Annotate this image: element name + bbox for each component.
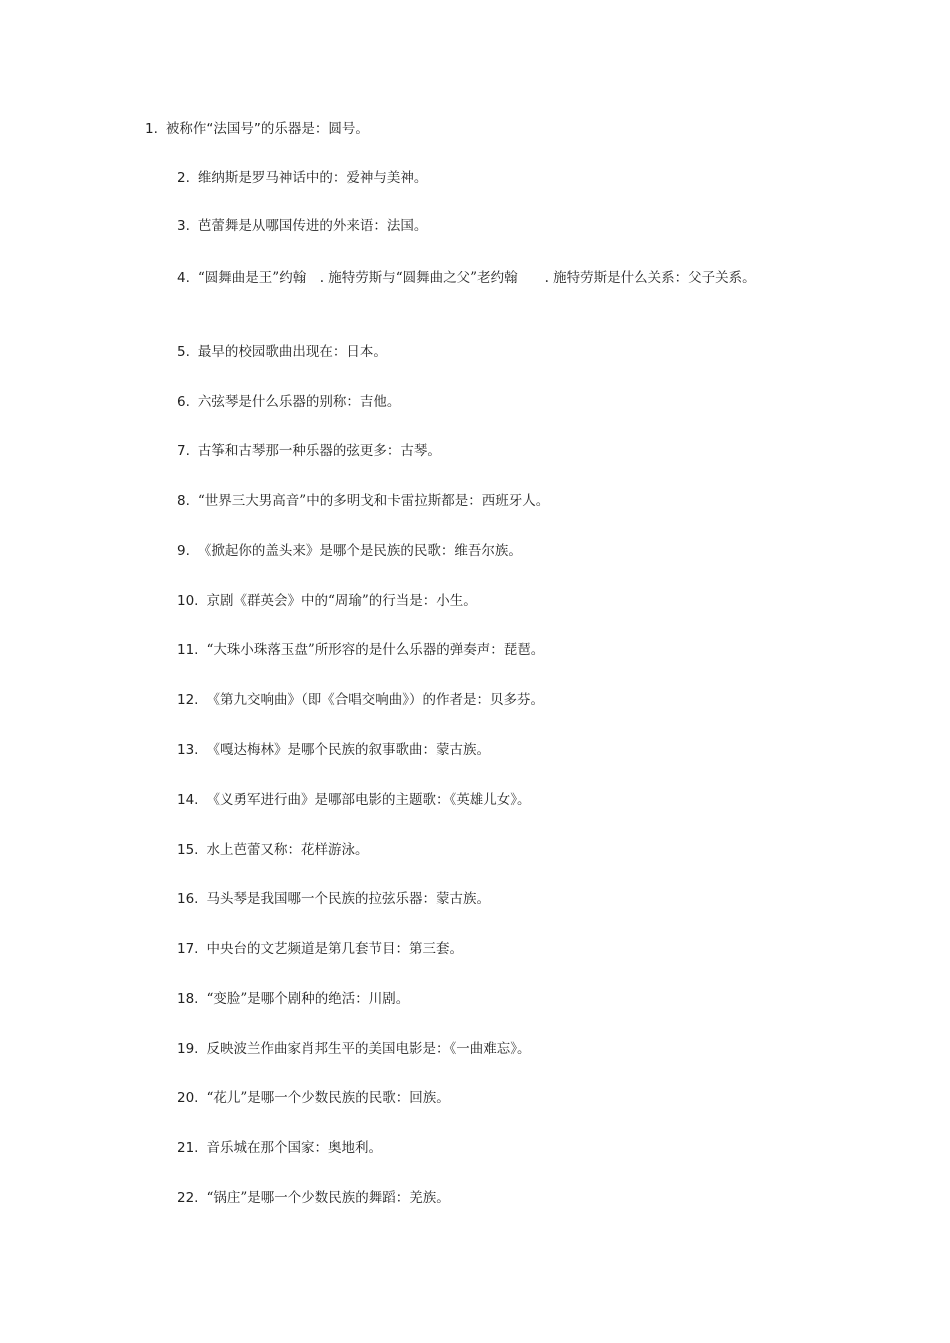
item-number: 13.	[177, 742, 199, 758]
list-item	[145, 837, 760, 864]
item-number: 1.	[145, 121, 158, 137]
list-item	[145, 1036, 760, 1063]
item-text: 音乐城在那个国家：奥地利。	[206, 1140, 382, 1156]
item-text: 中央台的文艺频道是第几套节目：第三套。	[206, 941, 463, 957]
item-number: 17.	[177, 941, 199, 957]
item-text: 古筝和古琴那一种乐器的弦更多：古琴。	[197, 443, 441, 459]
list-item	[145, 886, 760, 913]
item-text: 芭蕾舞是从哪国传进的外来语：法国。	[197, 218, 428, 234]
item-text: “花儿”是哪一个少数民族的民歌：回族。	[206, 1090, 450, 1106]
item-number: 8.	[177, 493, 190, 509]
list-item	[145, 213, 760, 240]
item-number: 5.	[177, 344, 190, 360]
item-text: “锅庄”是哪一个少数民族的舞蹈：羌族。	[206, 1190, 450, 1206]
item-number: 6.	[177, 394, 190, 410]
list-item	[145, 1135, 760, 1162]
item-number: 19.	[177, 1041, 199, 1057]
item-text: 《嘎达梅林》是哪个民族的叙事歌曲：蒙古族。	[206, 742, 490, 758]
list-item	[145, 116, 760, 143]
list-item	[145, 165, 760, 192]
item-number: 20.	[177, 1090, 199, 1106]
list-item	[145, 687, 760, 714]
item-number: 7.	[177, 443, 190, 459]
item-number: 15.	[177, 842, 199, 858]
item-number: 2.	[177, 170, 190, 186]
item-text: “大珠小珠落玉盘”所形容的是什么乐器的弹奏声：琵琶。	[206, 642, 545, 658]
list-item	[145, 438, 760, 465]
item-number: 14.	[177, 792, 199, 808]
list-item	[145, 637, 760, 664]
item-number: 11.	[177, 642, 199, 658]
item-text: 被称作“法国号”的乐器是：圆号。	[165, 121, 369, 137]
item-text: 六弦琴是什么乐器的别称：吉他。	[197, 394, 401, 410]
item-text: “变脸”是哪个剧种的绝活：川剧。	[206, 991, 410, 1007]
item-text: 反映波兰作曲家肖邦生平的美国电影是：《一曲难忘》。	[206, 1041, 531, 1057]
item-number: 21.	[177, 1140, 199, 1156]
list-item	[145, 986, 760, 1013]
item-number: 22.	[177, 1190, 199, 1206]
item-number: 9.	[177, 543, 190, 559]
item-number: 16.	[177, 891, 199, 907]
list-item	[145, 1085, 760, 1112]
item-number: 4.	[177, 270, 190, 286]
item-number: 18.	[177, 991, 199, 1007]
item-text: 水上芭蕾又称：花样游泳。	[206, 842, 369, 858]
item-text: 维纳斯是罗马神话中的：爱神与美神。	[197, 170, 428, 186]
item-text: “世界三大男高音”中的多明戈和卡雷拉斯都是：西班牙人。	[197, 493, 550, 509]
item-text: “圆舞曲是王”约翰 . 施特劳斯与“圆舞曲之父”老约翰 . 施特劳斯是什么关系：父子关系。	[197, 270, 756, 286]
list-item	[145, 389, 760, 416]
item-text: 《第九交响曲》（即《合唱交响曲》）的作者是：贝多芬。	[206, 692, 544, 708]
item-text: 《掀起你的盖头来》是哪个是民族的民歌：维吾尔族。	[197, 543, 522, 559]
list-item	[145, 787, 760, 814]
item-number: 12.	[177, 692, 199, 708]
list-item	[145, 339, 760, 366]
item-number: 3.	[177, 218, 190, 234]
item-text: 《义勇军进行曲》是哪部电影的主题歌：《英雄儿女》。	[206, 792, 531, 808]
list-item	[145, 737, 760, 764]
item-number: 10.	[177, 593, 199, 609]
item-text: 最早的校园歌曲出现在：日本。	[197, 344, 387, 360]
item-text: 京剧《群英会》中的“周瑜”的行当是：小生。	[206, 593, 477, 609]
list-item	[145, 538, 760, 565]
list-item	[145, 588, 760, 615]
item-text: 马头琴是我国哪一个民族的拉弦乐器：蒙古族。	[206, 891, 490, 907]
list-item	[145, 265, 760, 292]
list-item	[145, 488, 760, 515]
list-item	[145, 1185, 760, 1212]
list-item	[145, 936, 760, 963]
